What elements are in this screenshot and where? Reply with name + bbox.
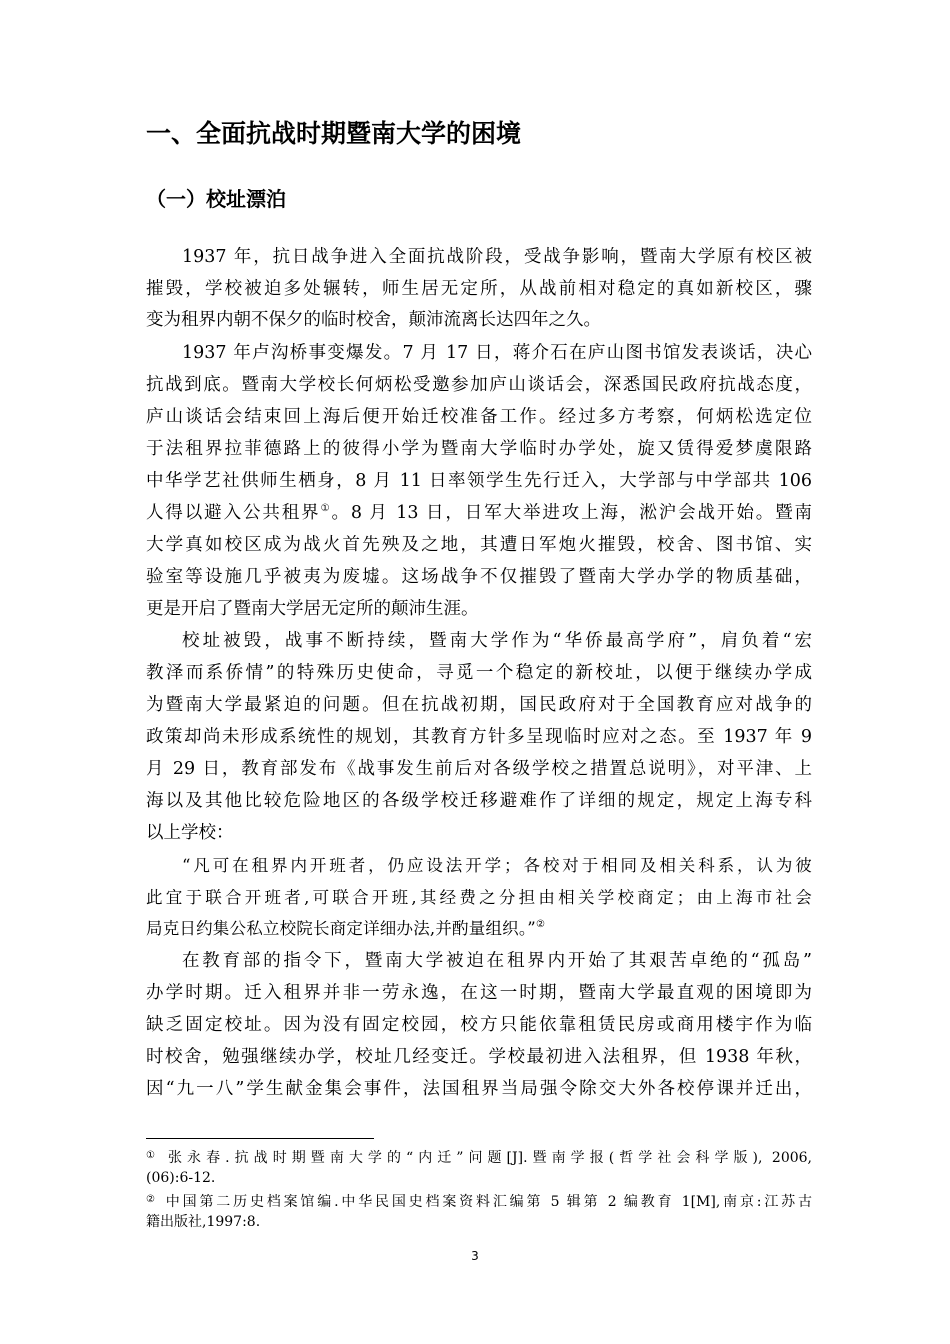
quote-text: 局克日约集公私立校院长商定详细办法,并酌量组织。” [146, 919, 536, 938]
footnote-2-cont: 籍出版社,1997:8. [146, 1214, 261, 1230]
body-line: 摧毁，学校被迫多处辗转，师生居无定所，从战前相对稳定的真如新校区，骤 [146, 279, 812, 299]
quote-line: “凡可在租界内开班者，仍应设法开学；各校对于相同及相关科系，认为彼 [182, 856, 812, 875]
body-line: 1937 年，抗日战争进入全面抗战阶段，受战争影响，暨南大学原有校区被 [182, 247, 812, 267]
section-heading: （一）校址漂泊 [146, 187, 286, 211]
body-line: 抗战到底。暨南大学校长何炳松受邀参加庐山谈话会，深悉国民政府抗战态度， [146, 375, 812, 395]
body-line: 于法租界拉菲德路上的彼得小学为暨南大学临时办学处，旋又赁得爱梦虞限路 [146, 439, 812, 459]
body-line: 政策却尚未形成系统性的规划，其教育方针多呈现临时应对之态。至 1937 年 9 [146, 727, 812, 747]
footnote-mark: ② [146, 1194, 158, 1205]
footnote-2 [146, 1190, 812, 1212]
page-number: 3 [471, 1249, 479, 1263]
body-line: 教泽而系侨情”的特殊历史使命，寻觅一个稳定的新校址，以便于继续办学成 [146, 663, 812, 683]
body-line: 海以及其他比较危险地区的各级学校迁移避难作了详细的规定，规定上海专科 [146, 791, 812, 811]
body-line: 月 29 日，教育部发布《战事发生前后对各级学校之措置总说明》，对平津、上 [146, 759, 812, 779]
body-line: 在教育部的指令下，暨南大学被迫在租界内开始了其艰苦卓绝的“孤岛” [182, 951, 812, 971]
body-line: 庐山谈话会结束回上海后便开始迁校准备工作。经过多方考察，何炳松选定位 [146, 407, 812, 427]
body-line: 以上学校： [146, 823, 234, 843]
quote-line-with-note [146, 916, 812, 941]
body-line: 1937 年卢沟桥事变爆发。7 月 17 日，蒋介石在庐山图书馆发表谈话，决心 [182, 343, 812, 363]
body-line: 为暨南大学最紧迫的问题。但在抗战初期，国民政府对于全国教育应对战争的 [146, 695, 812, 715]
body-line: 时校舍，勉强继续办学，校址几经变迁。学校最初进入法租界，但 1938 年秋， [146, 1047, 812, 1067]
footnote-separator [146, 1138, 374, 1139]
footnote-text: 中国第二历史档案馆编.中华民国史档案资料汇编第 5 辑第 2 编教育 1[M],南京:江苏古 [165, 1194, 812, 1210]
footnote-mark: ① [146, 1150, 161, 1161]
body-line: 校址被毁，战事不断持续，暨南大学作为“华侨最高学府”，肩负着“宏 [182, 631, 812, 651]
body-line: 办学时期。迁入租界并非一劳永逸，在这一时期，暨南大学最直观的困境即为 [146, 983, 812, 1003]
footnote-1 [146, 1146, 812, 1168]
body-line-with-note [146, 501, 812, 526]
body-line: 验室等设施几乎被夷为废墟。这场战争不仅摧毁了暨南大学办学的物质基础， [146, 567, 812, 587]
body-text: 。8 月 13 日，日军大举进攻上海，淞沪会战开始。暨南 [331, 503, 813, 523]
quote-line: 此宜于联合开班者,可联合开班,其经费之分担由相关学校商定；由上海市社会 [146, 888, 812, 907]
body-line: 变为租界内朝不保夕的临时校舍，颠沛流离长达四年之久。 [146, 310, 601, 330]
footnote-ref[interactable]: ② [535, 919, 546, 930]
footnote-text: 张永春.抗战时期暨南大学的“内迁”问题[J].暨南学报(哲学社会科学版), 2006, [168, 1150, 813, 1166]
chapter-heading: 一、全面抗战时期暨南大学的困境 [146, 119, 522, 148]
footnote-ref[interactable]: ① [320, 503, 332, 514]
body-line: 中华学艺社供师生栖身，8 月 11 日率领学生先行迁入，大学部与中学部共 106 [146, 471, 812, 491]
body-line: 大学真如校区成为战火首先殃及之地，其遭日军炮火摧毁，校舍、图书馆、实 [146, 535, 812, 555]
body-line: 因“九一八”学生献金集会事件，法国租界当局强令除交大外各校停课并迁出， [146, 1079, 812, 1099]
body-line: 更是开启了暨南大学居无定所的颠沛生涯。 [146, 599, 479, 619]
footnote-1-cont: (06):6-12. [146, 1170, 216, 1186]
body-line: 缺乏固定校址。因为没有固定校园，校方只能依靠租赁民房或商用楼宇作为临 [146, 1015, 812, 1035]
body-text: 人得以避入公共租界 [146, 503, 321, 523]
